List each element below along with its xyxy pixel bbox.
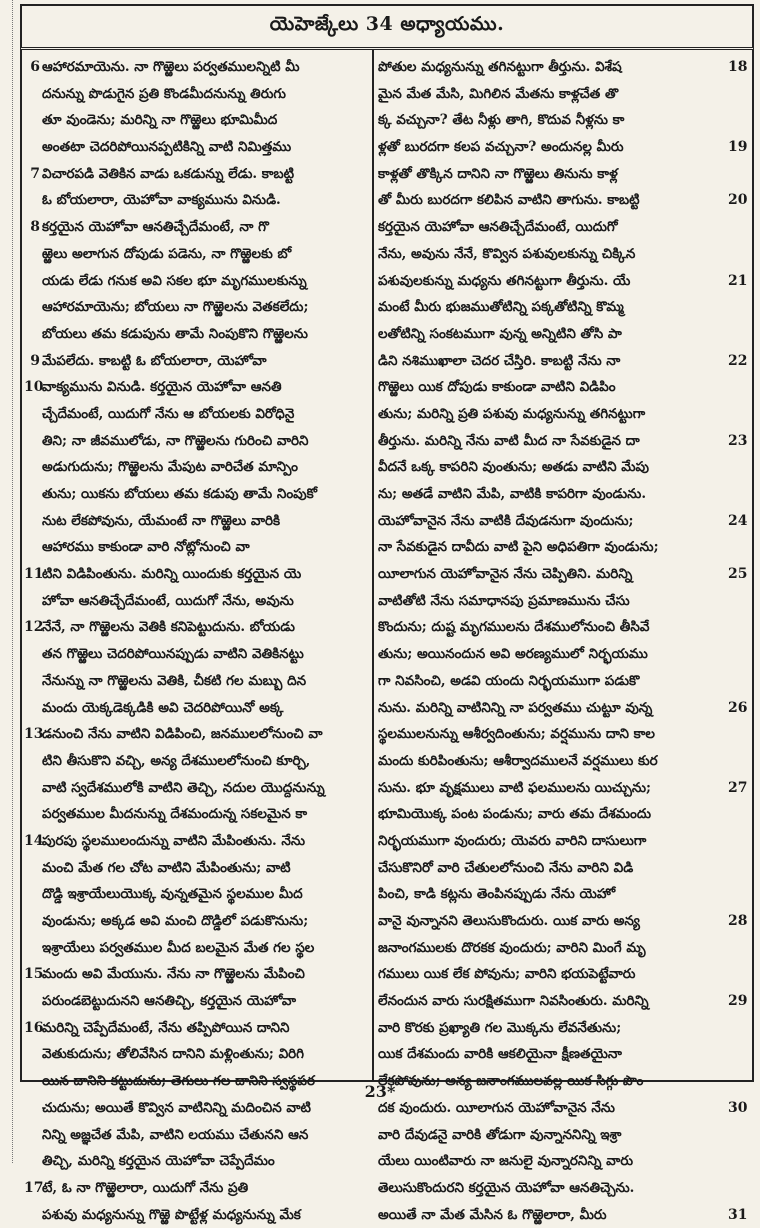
line-text: క్క వచ్చునా? తేట నీళ్లు తాగి, కొదువ నీళ్లను కా	[378, 112, 625, 129]
text-line	[42, 508, 370, 535]
line-text: తో మీరు బురదగా కలిపిన వాటిని తాగును. కాబట్టి	[378, 192, 640, 209]
verse-number: 16	[24, 1019, 44, 1036]
verse-number: 25	[728, 566, 748, 583]
text-columns	[20, 50, 754, 1223]
text-line	[42, 748, 370, 775]
verse-number: 19	[728, 139, 748, 156]
line-text: దక వుందురు. యీలాగున యెహోవానైన నేను	[378, 1099, 615, 1116]
verse-number: 28	[728, 913, 748, 929]
text-line	[378, 508, 748, 535]
text-line	[378, 801, 726, 828]
verse-number: 30	[728, 1099, 748, 1116]
text-line	[42, 187, 370, 214]
signature-mark: 23*	[364, 1082, 396, 1101]
verse-number: 26	[728, 699, 748, 716]
line-text: నేనున్ను నా గొఱ్ఱెలను వెతికి, చీకటి గల మబ్బు దిన	[42, 672, 307, 689]
line-text: పురపు స్థలములందున్ను వాటిని మేపింతును. నేను	[42, 832, 306, 849]
line-text: మేపలేదు. కాబట్టి ఓ బోయలారా, యెహోవా	[42, 352, 267, 369]
line-text: మందు యెక్కడెక్కడికి అవి చెదరిపోయినో అక్క	[42, 699, 284, 716]
line-text: కొందును; దుష్ట మృగములను దేశములోనుంచి తీసివే	[378, 619, 650, 636]
text-line	[24, 561, 370, 588]
line-text: తును; మరిన్ని ప్రతి పశువు మధ్యనున్ను తగినట్టుగా	[378, 405, 646, 422]
text-line	[24, 961, 370, 988]
line-text: నేను, అవును నేనే, కొవ్విన పశువులకున్ను చిక్కిన	[378, 245, 636, 262]
text-line	[42, 695, 370, 722]
text-line	[30, 348, 370, 375]
line-text: చేసుకొనిరో వారి చేతులలోనుంచి నేను వారిని విడి	[378, 859, 634, 876]
text-line	[378, 1041, 726, 1068]
line-text: ళ్లతో బురదగా కలప వచ్చునా? అందునల్ల మీరు	[378, 139, 624, 156]
text-line	[378, 1148, 726, 1175]
line-text: తూ వుండెను; మరిన్ని నా గొఱ్ఱెలు భూమిమీద	[42, 112, 278, 129]
text-line	[378, 721, 726, 748]
text-line	[378, 748, 726, 775]
verse-number: 11	[24, 566, 44, 583]
text-line	[378, 107, 726, 134]
line-text: ను; అతడే వాటిని మేపి, వాటికి కాపరిగా వుండును.	[378, 486, 647, 502]
text-line	[378, 881, 726, 908]
line-text: నును. మరిన్ని వాటినిన్ని నా పర్వతము చుట్టూ వున్న	[378, 699, 653, 716]
line-text: బోయలు తమ కడుపును తామే నింపుకొని గొఱ్ఱెలను	[42, 325, 308, 342]
line-text: దొడ్డి ఇశ్రాయేలుయొక్క వున్నతమైన స్థలముల మీద	[42, 886, 303, 903]
text-line	[42, 107, 370, 134]
line-text: పించి, కాడి కట్లను తెంపినప్పుడు నేను యెహో	[378, 886, 616, 903]
line-text: ఆహారమాయెను; బోయలు నా గొఱ్ఱెలను వెతకలేదు;	[42, 299, 309, 316]
text-line	[42, 1041, 370, 1068]
verse-number: 8	[30, 219, 40, 236]
verse-number: 10	[24, 379, 44, 396]
text-line	[42, 935, 370, 962]
line-text: ఆహారము కాకుండా వారి నోట్లోనుంచి వా	[42, 539, 250, 556]
line-text: యెహోవానైన నేను వాటికి దేవుడనుగా వుందును;	[378, 512, 634, 529]
line-text: ఱ్ఱెలు అలాగున దోపుడు పడెను, నా గొఱ్ఱెలకు బో	[42, 245, 292, 262]
text-line	[378, 374, 726, 401]
line-text: తీర్తును. మరిన్ని నేను వాటి మీద నా సేవకుడైన దా	[378, 432, 640, 449]
text-line	[24, 1015, 370, 1042]
line-text: అడుగుదును; గొఱ్ఱెలను మేపుట వారిచేత మాన్పిం	[42, 459, 298, 476]
line-text: డిని నశిముఖాలా చెదర చేస్తిరి. కాబట్టి నేను నా	[378, 352, 621, 369]
verse-number: 21	[728, 272, 748, 289]
page-binding-edge	[4, 0, 13, 1163]
line-text: ఓ బోయలారా, యెహోవా వాక్యమును వినుడి.	[42, 192, 281, 209]
line-text: నిర్భయముగా వుందురు; యెవరు వారిని దాసులుగా	[378, 832, 647, 849]
text-line	[42, 988, 370, 1015]
text-line	[30, 54, 370, 81]
line-text: పర్వతముల మీదనున్ను దేశమందున్న సకలమైన కా	[42, 806, 308, 823]
line-text: జనాంగములకు దొరకక వుందురు; వారిని మింగే మృ	[378, 939, 646, 956]
text-line	[378, 534, 726, 561]
line-text: సును. భూ వృక్షములు వాటి ఫలములను యిచ్చును;	[378, 779, 651, 796]
text-line	[42, 321, 370, 348]
line-text: ఇశ్రాయేలు పర్వతముల మీద బలమైన మేత గల స్థల	[42, 939, 315, 956]
line-text: యీలాగున యెహోవానైన నేను చెప్పితిని. మరిన్ని	[378, 566, 633, 583]
line-text: యడు లేడు గనుక అవి సకల భూ మృగములకున్ను	[42, 272, 307, 289]
line-text: వారి కొరకు ప్రఖ్యాతి గల మొక్కను లేవనేతును;	[378, 1019, 622, 1036]
line-text: తిని; నా జీవములోడు, నా గొఱ్ఱెలను గురించి వారిని	[42, 432, 309, 449]
line-text: టిని విడిపింతును. మరిన్ని యిందుకు కర్తయైన యె	[42, 566, 302, 583]
text-line	[378, 961, 726, 988]
text-line	[24, 374, 370, 401]
line-text: తిచ్చి, మరిన్ని కర్తయైన యెహోవా చెప్పేదేమం	[42, 1153, 275, 1170]
text-line	[378, 775, 748, 802]
line-text: అయితే నా మేత మేసిన ఓ గొఱ్ఱెలారా, మీరు	[378, 1206, 607, 1223]
line-text: పోతుల మధ్యనున్ను తగినట్టుగా తీర్తును. విశేష	[378, 59, 622, 75]
text-line	[42, 268, 370, 295]
text-line	[24, 614, 370, 641]
text-line	[378, 695, 748, 722]
line-text: భూమియొక్క పంట పండును; వారు తమ దేశమందు	[378, 806, 652, 823]
line-text: తెలుసుకొందురని కర్తయైన యెహోవా ఆనతిచ్చెను.	[378, 1179, 635, 1196]
text-line	[378, 268, 748, 295]
line-text: టిని తీసుకొని వచ్చి, అన్య దేశములలోనుంచి కూర్చి,	[42, 752, 311, 769]
line-text: మైన మేత మేసి, మిగిలిన మేతను కాళ్లచేత తొ	[378, 85, 619, 102]
verse-number: 22	[728, 352, 748, 369]
text-line	[378, 187, 748, 214]
text-line	[378, 668, 726, 695]
line-text: హోవా ఆనతిచ్చేదేమంటే, యిదుగో నేను, అవును	[42, 592, 294, 609]
line-text: ఆహారమాయెను. నా గొఱ్ఱెలు పర్వతములన్నిటి మీ	[42, 59, 300, 75]
line-text: అంతటా చెదరిపోయినప్పటికిన్ని వాటి నిమిత్తము	[42, 139, 292, 156]
text-line	[378, 214, 726, 241]
line-text: వానై వున్నానని తెలుసుకొందురు. యిక వారు అన్య	[378, 913, 640, 929]
right-column	[374, 50, 752, 1223]
verse-number: 7	[30, 165, 40, 182]
text-line	[42, 588, 370, 615]
line-text: లేనందున వారు సురక్షితముగా నివసింతురు. మరిన్ని	[378, 993, 649, 1010]
text-line	[378, 1015, 726, 1042]
text-line	[378, 935, 726, 962]
text-line	[378, 481, 726, 508]
text-line	[378, 348, 748, 375]
line-text: వెతుకుదును; తోలివేసిన దానిని మళ్లింతును; విరిగి	[42, 1046, 305, 1063]
text-line	[378, 855, 726, 882]
text-line	[42, 801, 370, 828]
line-text: వీదనే ఒక్క కాపరిని వుంతును; అతడు వాటిని మేపు	[378, 459, 649, 476]
line-text: డనుంచి నేను వాటిని విడిపించి, జనములలోనుంచి వా	[42, 726, 323, 743]
text-line	[42, 641, 370, 668]
left-column	[22, 50, 374, 1223]
text-line	[42, 1122, 370, 1149]
line-text: పరుండబెట్టుదునని ఆనతిచ్చి, కర్తయైన యెహోవా	[42, 993, 297, 1010]
line-text: మరిన్ని చెప్పేదేమంటే, నేను తప్పిపోయిన దానిని	[42, 1019, 290, 1036]
line-text: నేనే, నా గొఱ్ఱెలను వెతికి కనిపెట్టుదును. బోయడు	[42, 619, 295, 636]
line-text: మందు అవి మేయును. నేను నా గొఱ్ఱెలను మేపించి	[42, 966, 305, 983]
line-text: పశువు మధ్యనున్ను గొఱ్ఱె పొట్టేళ్ల మధ్యనున్ను మేక	[42, 1206, 301, 1223]
text-line	[42, 481, 370, 508]
line-text: వుండును; అక్కడ అవి మంచి దొడ్డిలో పడుకొనును;	[42, 913, 309, 929]
text-line	[378, 321, 726, 348]
text-line	[42, 241, 370, 268]
text-line	[42, 775, 370, 802]
text-line	[378, 1122, 726, 1149]
text-line	[378, 1202, 748, 1228]
line-text: వాక్యమును వినుడి. కర్తయైన యెహోవా ఆనతి	[42, 379, 282, 396]
line-text: యిక దేశమందు వారికి ఆకలియైనా క్షీణతయైనా	[378, 1046, 622, 1063]
line-text: నిన్ని అజ్ఞచేత మేపి, వాటిని లయము చేతునని ఆన	[42, 1126, 309, 1143]
line-text: మంచి మేత గల చోట వాటిని మేపింతును; వాటి	[42, 859, 291, 876]
verse-number: 17	[24, 1179, 44, 1196]
line-text: గొఱ్ఱెలు యిక దోపుడు కాకుండా వాటిని విడిపిం	[378, 379, 616, 396]
line-text: టే, ఓ నా గొఱ్ఱెలారా, యిదుగో నేను ప్రతి	[42, 1179, 249, 1196]
line-text: మంటే మీరు భుజముతోటిన్ని పక్కతోటిన్ని కొమ్మ	[378, 299, 624, 316]
running-header	[20, 4, 754, 50]
text-line	[378, 161, 726, 188]
text-line	[24, 828, 370, 855]
line-text: వాటి స్వదేశములోకి వాటిని తెచ్చి, నదుల యొద్దనున్ను	[42, 779, 325, 796]
text-line	[378, 294, 726, 321]
verse-number: 27	[728, 779, 748, 796]
line-text: లతోటిన్ని సంకటముగా వున్న అన్నిటిని తోసి పా	[378, 325, 622, 342]
verse-number: 9	[30, 352, 40, 369]
line-text: యిన దానిని కట్టుదును; తెగులు గల దానిని స్వస్థపర	[42, 1073, 315, 1090]
line-text: చుదును; అయితే కొవ్విన వాటినిన్ని మదించిన వాటి	[42, 1099, 311, 1116]
text-line	[378, 241, 726, 268]
line-text: తన గొఱ్ఱెలు చెదరిపోయినప్పుడు వాటిని వెతికినట్టు	[42, 646, 304, 663]
verse-number: 18	[728, 59, 748, 75]
verse-number: 23	[728, 432, 748, 449]
text-line	[30, 214, 370, 241]
text-line	[378, 1175, 726, 1202]
line-text: వాటితోటి నేను సమాధానపు ప్రమాణమును చేసు	[378, 592, 630, 609]
verse-number: 31	[728, 1206, 748, 1223]
line-text: స్థలములనున్ను ఆశీర్వదింతును; వర్షమును దాని కాల	[378, 726, 655, 743]
text-line	[378, 454, 726, 481]
text-line	[378, 134, 748, 161]
text-line	[378, 428, 748, 455]
text-line	[42, 428, 370, 455]
text-line	[42, 881, 370, 908]
text-line	[378, 54, 748, 81]
verse-number: 15	[24, 966, 44, 983]
page-title: యెహెజ్కేలు 34 అధ్యాయము.	[269, 13, 505, 35]
text-line	[42, 534, 370, 561]
verse-number: 13	[24, 726, 44, 743]
text-line	[42, 1148, 370, 1175]
text-line	[30, 161, 370, 188]
text-line	[42, 294, 370, 321]
line-text: కర్తయైన యెహోవా ఆనతిచ్చేదేమంటే, నా గొ	[42, 219, 269, 236]
text-line	[42, 908, 370, 935]
text-line	[378, 641, 726, 668]
verse-number: 6	[30, 59, 40, 75]
text-line	[24, 721, 370, 748]
verse-number: 12	[24, 619, 44, 636]
line-text: గా నివసించి, అడవి యందు నిర్భయముగా పడుకొ	[378, 672, 640, 689]
line-text: దనున్ను పొడుగైన ప్రతి కొండమీదనున్ను తిరుగు	[42, 85, 286, 102]
line-text: వారి దేవుడనై వారికి తోడుగా వున్నాననిన్ని ఇశ్రా	[378, 1126, 622, 1143]
line-text: లేకపోవును; అన్య జనాంగములవల్ల యిక సిగ్గు పొం	[378, 1073, 644, 1090]
line-text: కాళ్లతో తొక్కిన దానిని నా గొఱ్ఱెలు తినును కాళ్ల	[378, 165, 618, 182]
text-line	[42, 454, 370, 481]
line-text: నుట లేకపోవును, యేమంటే నా గొఱ్ఱెలు వారికి	[42, 512, 281, 529]
line-text: కర్తయైన యెహోవా ఆనతిచ్చేదేమంటే, యిదుగో	[378, 219, 618, 236]
text-line	[42, 401, 370, 428]
verse-number: 14	[24, 832, 44, 849]
text-line	[378, 828, 726, 855]
line-text: తును; అయినందున అవి అరణ్యములో నిర్భయము	[378, 646, 648, 663]
text-line	[24, 1175, 370, 1202]
line-text: గములు యిక లేక పోవును; వారిని భయపెట్టేవారు	[378, 966, 636, 983]
text-line	[378, 561, 748, 588]
line-text: విచారపడి వెతికిన వాడు ఒకడున్ను లేడు. కాబట్టి	[42, 165, 295, 182]
line-text: చ్చేదేమంటే, యిదుగో నేను ఆ బోయలకు విరోధినై	[42, 405, 295, 422]
text-line	[42, 668, 370, 695]
line-text: యేలు యింటివారు నా జనులై వున్నారనిన్ని వారు	[378, 1153, 633, 1170]
text-line	[42, 81, 370, 108]
text-line	[42, 134, 370, 161]
verse-number: 20	[728, 192, 748, 209]
text-line	[378, 401, 726, 428]
line-text: మందు కురిపింతును; ఆశీర్వాదములనే వర్షములు కుర	[378, 752, 658, 769]
text-line	[42, 855, 370, 882]
text-line	[42, 1202, 370, 1228]
text-line	[378, 908, 748, 935]
text-line	[378, 588, 726, 615]
verse-number: 24	[728, 512, 748, 529]
line-text: తును; యికను బోయలు తమ కడుపు తామే నింపుకో	[42, 486, 318, 502]
line-text: నా సేవకుడైన దావీదు వాటి పైని అధిపతిగా వుండును;	[378, 539, 659, 556]
verse-number: 29	[728, 993, 748, 1010]
text-line	[378, 988, 748, 1015]
text-line	[378, 614, 726, 641]
text-line	[378, 81, 726, 108]
line-text: పశువులకున్ను మధ్యను తగినట్టుగా తీర్తును. యే	[378, 272, 631, 289]
